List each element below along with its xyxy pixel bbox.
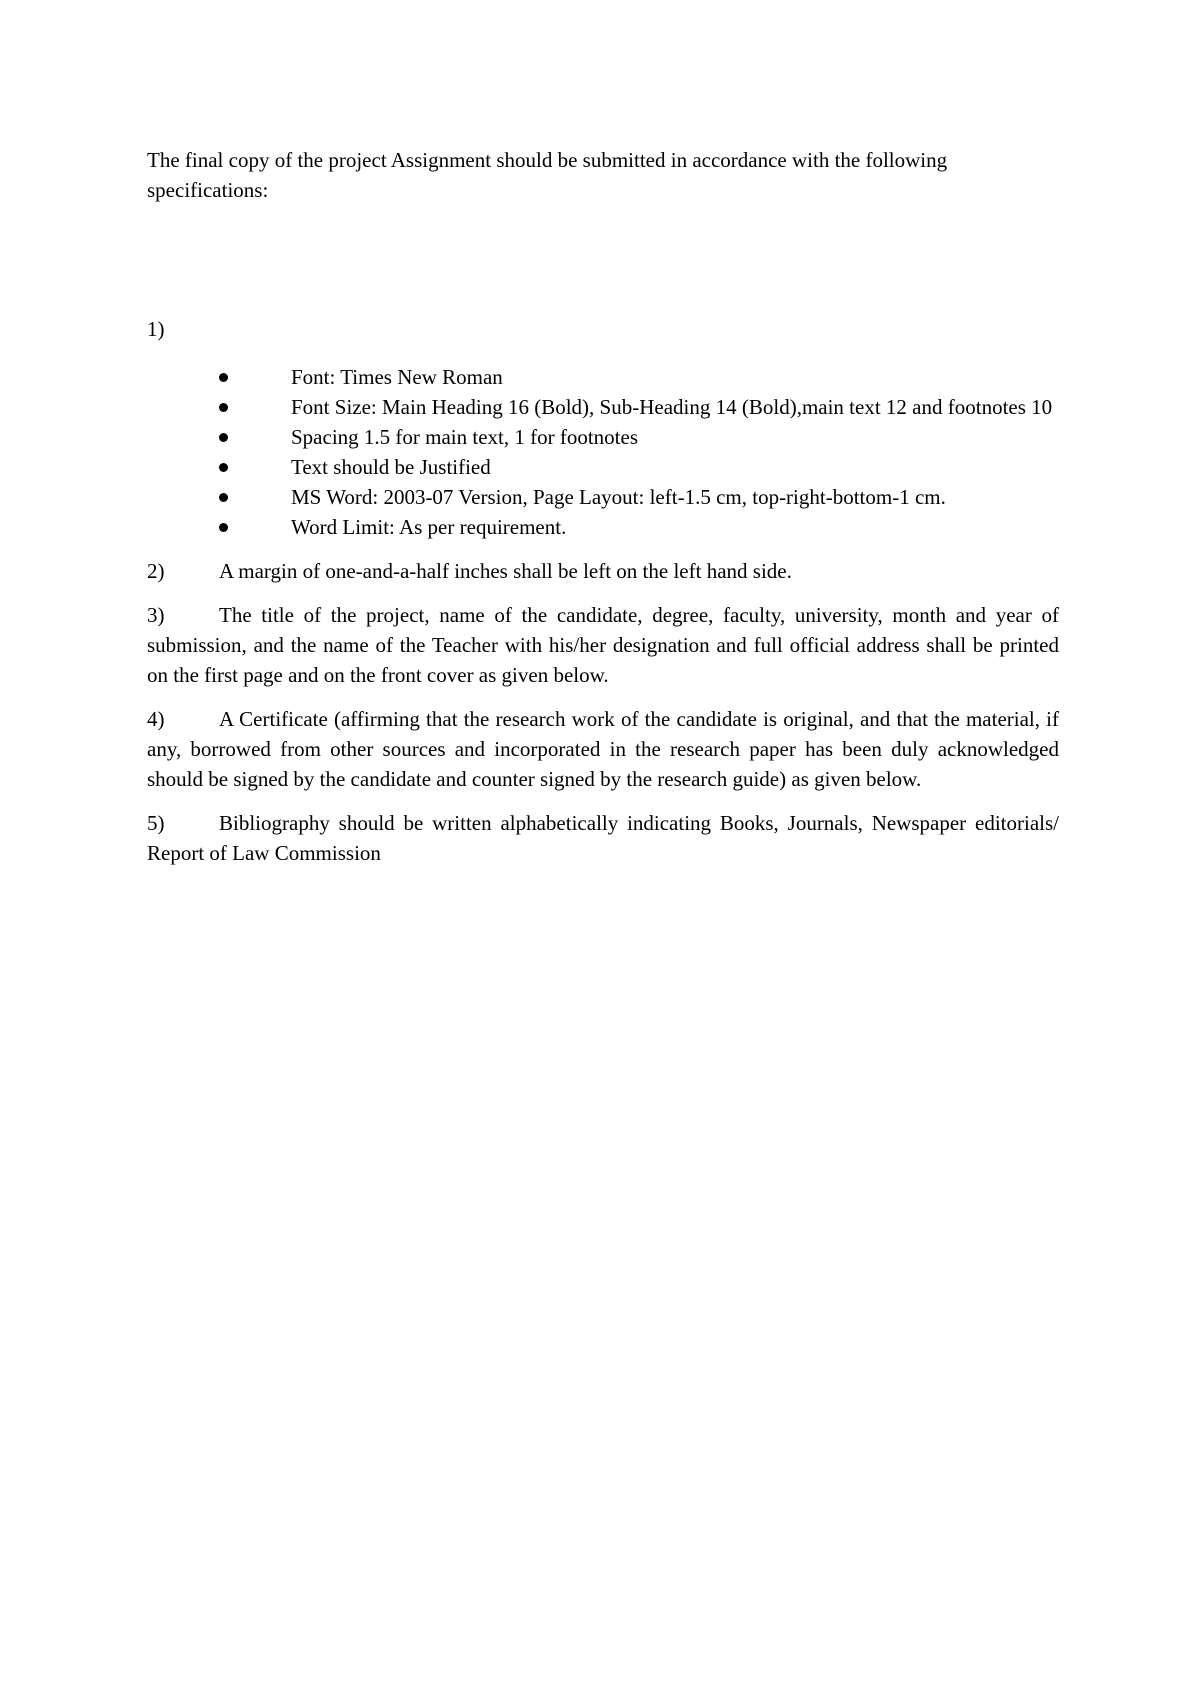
item-number-1: 1)	[147, 317, 165, 341]
numbered-item-2	[147, 556, 1059, 586]
numbered-item-3	[147, 600, 1059, 690]
bullet-icon	[219, 463, 228, 472]
bullet-item	[219, 392, 1059, 422]
bullet-text: Word Limit: As per requirement.	[291, 515, 567, 539]
item-text: Bibliography should be written alphabetically indicating Books, Journals, Newspaper editorials/ Report of Law Commission	[147, 811, 1059, 865]
bullet-icon	[219, 403, 228, 412]
item-text: A Certificate (affirming that the research work of the candidate is original, and that the material, if any, borrowed from other sources and incorporated in the research paper has been duly acknowledged should be signed by the candidate and counter signed by the research guide) as given below.	[147, 707, 1059, 791]
bullet-text: Font Size: Main Heading 16 (Bold), Sub-Heading 14 (Bold),main text 12 and footnotes 10	[291, 395, 1053, 419]
bullet-icon	[219, 493, 228, 502]
item-text: The title of the project, name of the candidate, degree, faculty, university, month and year of submission, and the name of the Teacher with his/her designation and full official address shall be printed on the first page and on the front cover as given below.	[147, 603, 1059, 687]
item-text: A margin of one-and-a-half inches shall be left on the left hand side.	[219, 559, 792, 583]
numbered-item-4	[147, 704, 1059, 794]
bullet-icon	[219, 373, 228, 382]
specification-bullet-list	[219, 362, 1059, 542]
bullet-item	[219, 512, 1059, 542]
bullet-item	[219, 482, 1059, 512]
bullet-item	[219, 452, 1059, 482]
bullet-icon	[219, 523, 228, 532]
item-number: 3)	[147, 603, 165, 627]
item-number: 5)	[147, 811, 165, 835]
item-number: 4)	[147, 707, 165, 731]
bullet-text: Font: Times New Roman	[291, 365, 503, 389]
bullet-text: Text should be Justified	[291, 455, 491, 479]
bullet-item	[219, 422, 1059, 452]
bullet-text: Spacing 1.5 for main text, 1 for footnotes	[291, 425, 639, 449]
bullet-icon	[219, 433, 228, 442]
numbered-item-5	[147, 808, 1059, 868]
document-body	[147, 145, 1059, 868]
item-number: 2)	[147, 559, 165, 583]
bullet-item	[219, 362, 1059, 392]
intro-paragraph: The final copy of the project Assignment should be submitted in accordance with the following specifications:	[147, 148, 948, 202]
bullet-text: MS Word: 2003-07 Version, Page Layout: left-1.5 cm, top-right-bottom-1 cm.	[291, 485, 946, 509]
